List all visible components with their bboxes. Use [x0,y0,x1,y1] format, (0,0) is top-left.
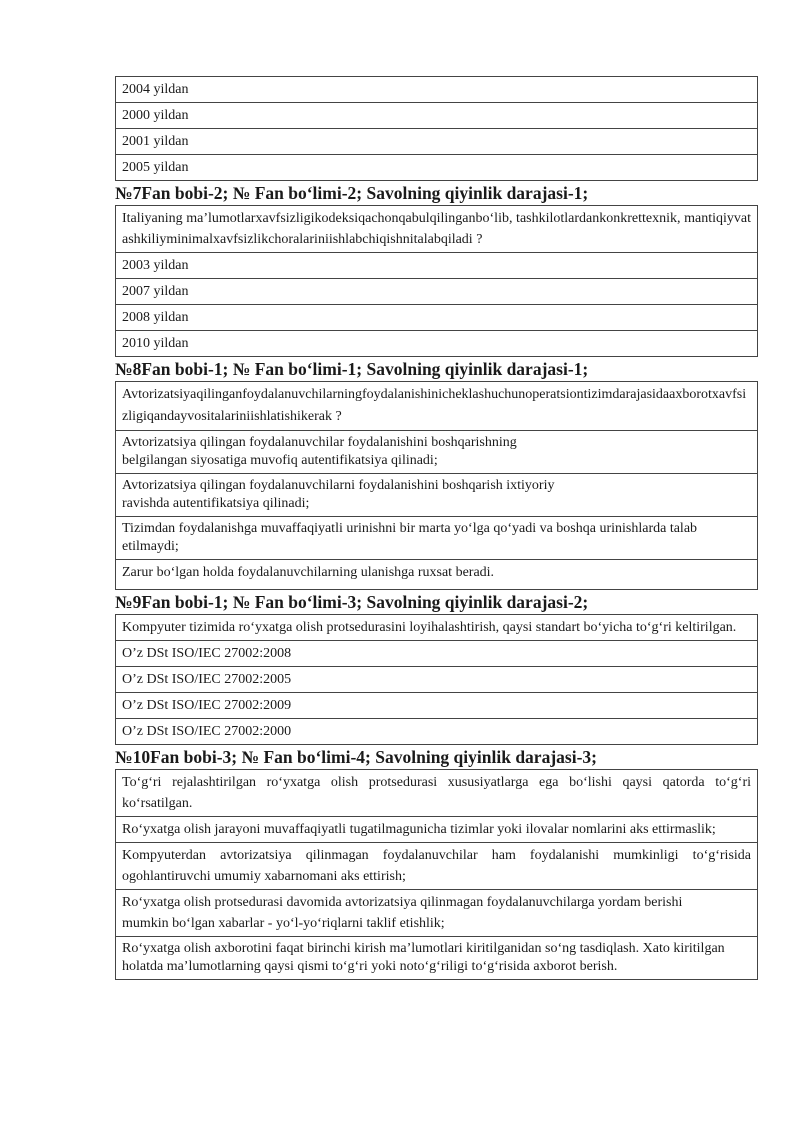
answer-option: Zarur bo‘lgan holda foydalanuvchilarning ulanishga ruxsat beradi. [116,560,758,590]
answer-option: Avtorizatsiya qilingan foydalanuvchilar foydalanishini boshqarishning belgilangan siyosatiga muvofiq autentifikatsiya qilinadi; [116,431,758,474]
answer-option: Kompyuterdan avtorizatsiya qilinmagan foydalanuvchilar ham foydalanishi mumkinligi to‘g‘risida ogohlantiruvchi umumiy xabarnomani aks ettirish; [116,843,758,890]
answer-option: 2000 yildan [116,103,758,129]
answer-option: 2010 yildan [116,331,758,357]
answer-option: 2001 yildan [116,129,758,155]
answer-option: O’z DSt ISO/IEC 27002:2009 [116,693,758,719]
answer-option: Ro‘yxatga olish axborotini faqat birinchi kirish ma’lumotlari kiritilganidan so‘ng tasdiqlash. Xato kiritilgan holatda ma’lumotlarning qaysi qismi to‘g‘ri yoki noto‘g‘riligi to‘g‘risida axborot berish. [116,937,758,980]
answer-option: O’z DSt ISO/IEC 27002:2000 [116,719,758,745]
question-text: To‘g‘ri rejalashtirilgan ro‘yxatga olish protsedurasi xususiyatlarga ega bo‘lishi qaysi qatorda to‘g‘ri ko‘rsatilgan. [116,770,758,817]
table-row [116,253,758,279]
question-heading-7: №7Fan bobi-2; № Fan bo‘limi-2; Savolning qiyinlik darajasi-1; [115,183,589,203]
answer-option: Avtorizatsiya qilingan foydalanuvchilarni foydalanishini boshqarish ixtiyoriy ravishda autentifikatsiya qilinadi; [116,474,758,517]
question-heading-10: №10Fan bobi-3; № Fan bo‘limi-4; Savolning qiyinlik darajasi-3; [115,747,597,767]
question-table-10 [115,769,758,980]
question-table-8 [115,381,758,590]
table-row [116,560,758,590]
table-row [116,431,758,474]
table-row [116,770,758,817]
table-row [116,305,758,331]
question-text: Kompyuter tizimida ro‘yxatga olish protsedurasini loyihalashtirish, qaysi standart bo‘yicha to‘g‘ri keltirilgan. [116,615,758,641]
table-row [116,667,758,693]
answer-option: O’z DSt ISO/IEC 27002:2008 [116,641,758,667]
table-row [116,719,758,745]
question-heading-8: №8Fan bobi-1; № Fan bo‘limi-1; Savolning qiyinlik darajasi-1; [115,359,589,379]
answer-option: 2005 yildan [116,155,758,181]
table-row [116,382,758,431]
table-row [116,517,758,560]
answer-option: Ro‘yxatga olish protsedurasi davomida avtorizatsiya qilinmagan foydalanuvchilarga yordam berishi mumkin bo‘lgan xabarlar - yo‘l-yo‘riqlarni taklif etishlik; [116,890,758,937]
answer-option: O’z DSt ISO/IEC 27002:2005 [116,667,758,693]
table-row [116,641,758,667]
table-row [116,615,758,641]
question-text: Avtorizatsiyaqilinganfoydalanuvchilarningfoydalanishinicheklashuchunoperatsiontizimdarajasidaaxborotxavfsizligiqandayvositalariniishlatishikerak ? [116,382,758,431]
answer-table-previous [115,76,758,181]
answer-option: Ro‘yxatga olish jarayoni muvaffaqiyatli tugatilmagunicha tizimlar yoki ilovalar nomlarini aks ettirmaslik; [116,817,758,843]
table-row [116,693,758,719]
question-heading-9: №9Fan bobi-1; № Fan bo‘limi-3; Savolning qiyinlik darajasi-2; [115,592,589,612]
table-row [116,817,758,843]
table-row [116,77,758,103]
question-table-7 [115,205,758,357]
table-row [116,279,758,305]
question-text: Italiyaning ma’lumotlarxavfsizligikodeksiqachonqabulqilinganbo‘lib, tashkilotlardankonkrettexnik, mantiqiyvatashkiliyminimalxavfsizlikchoralariniishlabchiqishnitalabqiladi ? [116,206,758,253]
question-table-9 [115,614,758,745]
table-row [116,474,758,517]
table-row [116,937,758,980]
answer-option: Tizimdan foydalanishga muvaffaqiyatli urinishni bir marta yo‘lga qo‘yadi va boshqa urinishlarda talab etilmaydi; [116,517,758,560]
table-row [116,155,758,181]
table-row [116,331,758,357]
answer-option: 2008 yildan [116,305,758,331]
table-row [116,843,758,890]
table-row [116,129,758,155]
table-row [116,103,758,129]
answer-option: 2004 yildan [116,77,758,103]
answer-option: 2003 yildan [116,253,758,279]
table-row [116,206,758,253]
document-page [115,76,758,980]
answer-option: 2007 yildan [116,279,758,305]
table-row [116,890,758,937]
